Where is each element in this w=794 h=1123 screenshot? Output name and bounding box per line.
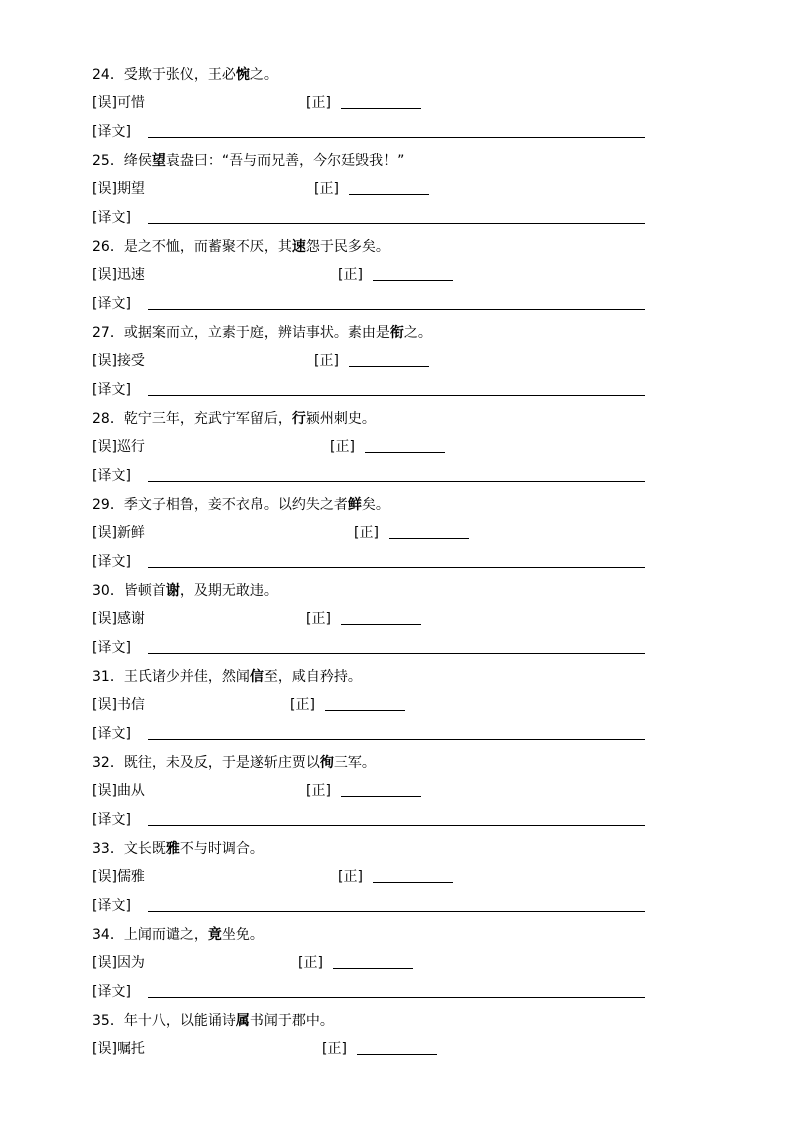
key-character: 望 xyxy=(151,153,166,169)
key-character: 衔 xyxy=(389,325,404,341)
question-sentence: 35．年十八，以能诵诗属书闻于郡中。 xyxy=(92,1013,334,1029)
answer-blank[interactable] xyxy=(349,180,429,195)
question-sentence: 29．季文子相鲁，妾不衣帛。以约失之者鲜矣。 xyxy=(92,497,390,513)
translation-blank[interactable] xyxy=(148,481,645,482)
key-character: 竟 xyxy=(207,927,222,943)
translation-blank[interactable] xyxy=(148,223,645,224)
wrong-answer: [误]嘱托 xyxy=(92,1041,145,1057)
wrong-answer: [误]曲从 xyxy=(92,783,145,799)
translation-blank[interactable] xyxy=(148,997,645,998)
wrong-answer: [误]书信 xyxy=(92,697,145,713)
answer-blank[interactable] xyxy=(389,524,469,539)
translation-blank[interactable] xyxy=(148,309,645,310)
question-sentence: 26．是之不恤，而蓄聚不厌，其速怨于民多矣。 xyxy=(92,239,390,255)
answer-blank[interactable] xyxy=(333,954,413,969)
translation-field[interactable]: [译文] xyxy=(92,294,645,314)
translation-field[interactable]: [译文] xyxy=(92,122,645,142)
key-character: 信 xyxy=(249,669,264,685)
key-character: 属 xyxy=(235,1013,250,1029)
correct-answer-field[interactable]: [正] xyxy=(314,179,429,199)
translation-field[interactable]: [译文] xyxy=(92,724,645,744)
key-character: 行 xyxy=(291,411,306,427)
question-sentence: 25．绛侯望袁盎曰：“吾与而兄善，今尔廷毁我！” xyxy=(92,153,405,169)
question-sentence: 28．乾宁三年，充武宁军留后，行颍州刺史。 xyxy=(92,411,376,427)
correct-answer-field[interactable]: [正] xyxy=(330,437,445,457)
answer-blank[interactable] xyxy=(341,94,421,109)
answer-blank[interactable] xyxy=(365,438,445,453)
key-character: 雅 xyxy=(165,841,180,857)
translation-blank[interactable] xyxy=(148,567,645,568)
key-character: 谢 xyxy=(165,583,180,599)
translation-field[interactable]: [译文] xyxy=(92,896,645,916)
wrong-answer: [误]感谢 xyxy=(92,611,145,627)
key-character: 徇 xyxy=(319,755,334,771)
wrong-answer: [误]因为 xyxy=(92,955,145,971)
correct-answer-field[interactable]: [正] xyxy=(314,351,429,371)
answer-blank[interactable] xyxy=(325,696,405,711)
correct-answer-field[interactable]: [正] xyxy=(338,265,453,285)
answer-blank[interactable] xyxy=(373,266,453,281)
translation-blank[interactable] xyxy=(148,825,645,826)
correct-answer-field[interactable]: [正] xyxy=(290,695,405,715)
translation-field[interactable]: [译文] xyxy=(92,638,645,658)
wrong-answer: [误]接受 xyxy=(92,353,145,369)
question-sentence: 34．上闻而谴之，竟坐免。 xyxy=(92,927,264,943)
correct-answer-field[interactable]: [正] xyxy=(306,781,421,801)
translation-blank[interactable] xyxy=(148,911,645,912)
question-sentence: 30．皆顿首谢，及期无敢违。 xyxy=(92,583,278,599)
answer-blank[interactable] xyxy=(349,352,429,367)
translation-blank[interactable] xyxy=(148,653,645,654)
translation-field[interactable]: [译文] xyxy=(92,380,645,400)
correct-answer-field[interactable]: [正] xyxy=(306,609,421,629)
key-character: 鲜 xyxy=(347,497,362,513)
correct-answer-field[interactable]: [正] xyxy=(354,523,469,543)
wrong-answer: [误]迅速 xyxy=(92,267,145,283)
key-character: 惋 xyxy=(235,67,250,83)
correct-answer-field[interactable]: [正] xyxy=(322,1039,437,1059)
translation-blank[interactable] xyxy=(148,395,645,396)
wrong-answer: [误]可惜 xyxy=(92,95,145,111)
key-character: 速 xyxy=(291,239,306,255)
wrong-answer: [误]期望 xyxy=(92,181,145,197)
translation-field[interactable]: [译文] xyxy=(92,552,645,572)
translation-field[interactable]: [译文] xyxy=(92,982,645,1002)
question-sentence: 24．受欺于张仪，王必惋之。 xyxy=(92,67,278,83)
answer-blank[interactable] xyxy=(341,610,421,625)
correct-answer-field[interactable]: [正] xyxy=(298,953,413,973)
answer-blank[interactable] xyxy=(341,782,421,797)
wrong-answer: [误]儒雅 xyxy=(92,869,145,885)
translation-blank[interactable] xyxy=(148,739,645,740)
wrong-answer: [误]巡行 xyxy=(92,439,145,455)
translation-blank[interactable] xyxy=(148,137,645,138)
correct-answer-field[interactable]: [正] xyxy=(338,867,453,887)
question-sentence: 32．既往，未及反，于是遂斩庄贾以徇三军。 xyxy=(92,755,376,771)
translation-field[interactable]: [译文] xyxy=(92,466,645,486)
answer-blank[interactable] xyxy=(357,1040,437,1055)
translation-field[interactable]: [译文] xyxy=(92,810,645,830)
translation-field[interactable]: [译文] xyxy=(92,208,645,228)
answer-blank[interactable] xyxy=(373,868,453,883)
question-sentence: 27．或据案而立，立素于庭，辨诘事状。素由是衔之。 xyxy=(92,325,432,341)
wrong-answer: [误]新鲜 xyxy=(92,525,145,541)
correct-answer-field[interactable]: [正] xyxy=(306,93,421,113)
question-sentence: 31．王氏诸少并佳，然闻信至，咸自矜持。 xyxy=(92,669,362,685)
question-sentence: 33．文长既雅不与时调合。 xyxy=(92,841,264,857)
